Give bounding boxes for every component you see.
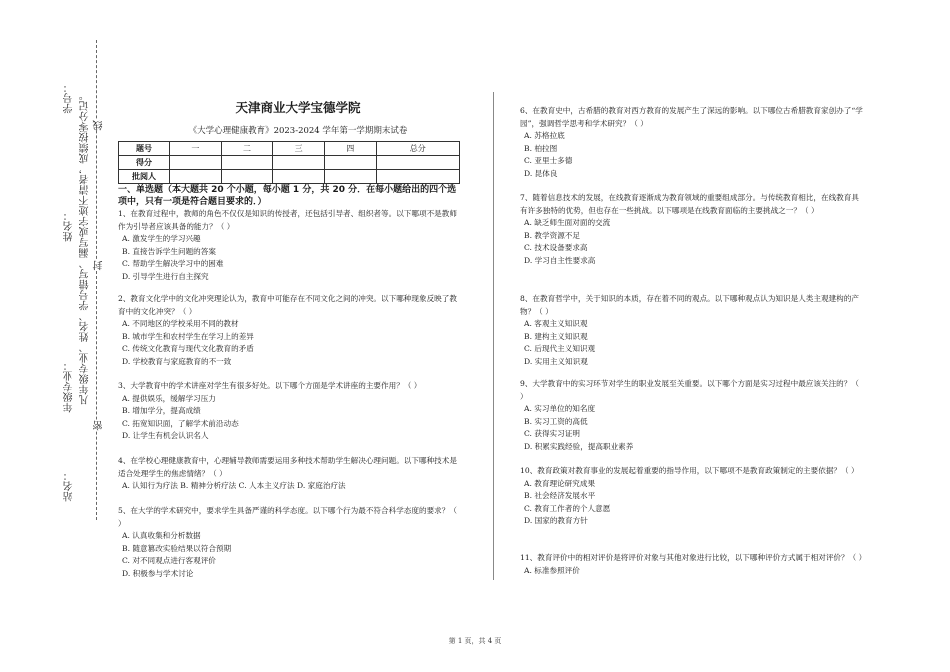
question-stem: 11、教育评价中的相对评价是将评价对象与其他对象进行比较，以下哪种评价方式属于相对评价？（ ） <box>520 553 867 562</box>
major-label: 年级专业： <box>64 360 75 413</box>
option[interactable]: C. 获得实习证明 <box>524 429 580 438</box>
binding-margin <box>0 0 118 672</box>
option[interactable]: D. 学校教育与家庭教育的不一致 <box>122 356 232 366</box>
page-title: 天津商业大学宝德学院 <box>235 100 361 115</box>
option[interactable]: C. 技术设备要求高 <box>524 243 588 252</box>
question-10 <box>520 465 865 528</box>
option[interactable]: B. 城市学生和农村学生在学习上的差异 <box>122 331 254 341</box>
option[interactable]: C. 亚里士多德 <box>524 156 573 165</box>
binding-mark-line: 线 <box>94 120 105 131</box>
option[interactable]: A. 认知行为疗法 B. 精神分析疗法 C. 人本主义疗法 D. 家庭治疗法 <box>122 481 346 490</box>
option[interactable]: D. 学习自主性要求高 <box>524 255 596 265</box>
score-cell[interactable] <box>324 156 376 170</box>
option[interactable]: B. 增加学分，提高成绩 <box>122 406 201 415</box>
section-heading: 一、单选题（本大题共 20 个小题，每小题 1 分，共 20 分．在每小题给出的四个选项中，只有一项是符合题目要求的．） <box>118 185 457 207</box>
option[interactable]: A. 标准参照评价 <box>524 565 580 575</box>
score-row-label: 得分 <box>119 156 170 170</box>
option[interactable]: C. 后现代主义知识观 <box>524 344 596 353</box>
binding-notice: 凡年级专业、姓名、学号错写、漏写或字迹不清者，成绩按零分记。 <box>80 90 91 405</box>
score-table-header-row <box>119 142 460 156</box>
score-header-cell: 总分 <box>376 142 459 156</box>
question-6 <box>520 105 865 180</box>
name-label: 姓名： <box>64 210 75 242</box>
binding-mark-secret: 密 <box>94 420 105 431</box>
option[interactable]: A. 客观主义知识观 <box>524 319 588 328</box>
option[interactable]: C. 教育工作者的个人意愿 <box>524 503 611 513</box>
option[interactable]: A. 实习单位的知名度 <box>524 404 596 413</box>
option[interactable]: A. 苏格拉底 <box>524 131 565 140</box>
question-5 <box>118 505 463 580</box>
question-stem: 3、大学教育中的学术讲座对学生有很多好处。以下哪个方面是学术讲座的主要作用？（ ） <box>118 381 422 390</box>
question-stem: 1、在教育过程中，教师的角色不仅仅是知识的传授者，还包括引导者、组织者等。以下哪项不是教师作为引导者应该具备的能力？（ ） <box>118 209 457 231</box>
question-stem: 2、教育文化学中的文化冲突理论认为，教育中可能存在不同文化之间的冲突。以下哪种现象反映了教育中的文化冲突？（ ） <box>118 294 457 316</box>
question-stem: 7、随着信息技术的发展，在线教育逐渐成为教育领域的重要组成部分。与传统教育相比，在线教育具有许多独特的优势，但也存在一些挑战。以下哪项是在线教育面临的主要挑战之一？（ ） <box>520 193 859 215</box>
score-cell[interactable] <box>170 156 222 170</box>
option[interactable]: C. 拓宽知识面，了解学术前沿动态 <box>122 418 239 428</box>
option[interactable]: A. 激发学生的学习兴趣 <box>122 234 201 243</box>
score-table <box>118 141 460 184</box>
page-number: 第 1 页，共 4 页 <box>448 637 502 645</box>
score-cell[interactable] <box>376 156 459 170</box>
option[interactable]: A. 认真收集和分析数据 <box>122 531 201 540</box>
option[interactable]: B. 教学资源不足 <box>524 230 580 240</box>
question-11 <box>520 552 865 577</box>
reviewer-cell[interactable] <box>221 170 273 184</box>
option[interactable]: C. 传统文化教育与现代文化教育的矛盾 <box>122 344 254 353</box>
option[interactable]: D. 引导学生进行自主探究 <box>122 271 209 281</box>
question-7 <box>520 192 865 267</box>
question-3 <box>118 380 463 443</box>
student-id-label: 学号： <box>64 82 75 114</box>
binding-line <box>96 40 97 520</box>
score-header-cell: 题号 <box>119 142 170 156</box>
option[interactable]: B. 社会经济发展水平 <box>524 491 596 500</box>
reviewer-cell[interactable] <box>170 170 222 184</box>
option[interactable]: B. 建构主义知识观 <box>524 331 588 341</box>
exam-subtitle: 《大学心理健康教育》2023-2024 学年第一学期期末试卷 <box>188 126 408 136</box>
option[interactable]: B. 随意篡改实验结果以符合预期 <box>122 543 232 553</box>
option[interactable]: A. 提供娱乐，缓解学习压力 <box>122 393 216 403</box>
option[interactable]: C. 对不同观点进行客观评价 <box>122 556 216 565</box>
question-stem: 9、大学教育中的实习环节对学生的职业发展至关重要。以下哪个方面是实习过程中最应该关注的？（ ） <box>520 379 859 401</box>
question-stem: 5、在大学的学术研究中，要求学生具备严谨的科学态度。以下哪个行为最不符合科学态度的要求？（ ） <box>118 506 457 528</box>
option[interactable]: D. 让学生有机会认识名人 <box>122 431 209 440</box>
score-header-cell: 二 <box>221 142 273 156</box>
reviewer-row <box>119 170 460 184</box>
option[interactable]: D. 昆体良 <box>524 168 558 178</box>
question-4 <box>118 455 463 493</box>
score-header-cell: 四 <box>324 142 376 156</box>
school-label: 站名： <box>64 470 75 502</box>
question-stem: 10、教育政策对教育事业的发展起着重要的指导作用，以下哪项不是教育政策制定的主要依据？（ ） <box>520 466 859 475</box>
column-divider <box>493 92 494 580</box>
question-1 <box>118 208 463 283</box>
option[interactable]: D. 积极参与学术讨论 <box>122 568 194 578</box>
reviewer-cell[interactable] <box>376 170 459 184</box>
reviewer-cell[interactable] <box>324 170 376 184</box>
question-2 <box>118 293 463 368</box>
option[interactable]: A. 缺乏师生面对面的交流 <box>524 218 611 227</box>
binding-mark-seal: 封 <box>94 260 105 271</box>
question-9 <box>520 378 865 453</box>
option[interactable]: A. 不同地区的学校采用不同的教材 <box>122 319 239 328</box>
question-8 <box>520 293 865 368</box>
score-row <box>119 156 460 170</box>
reviewer-row-label: 批阅人 <box>119 170 170 184</box>
score-cell[interactable] <box>221 156 273 170</box>
option[interactable]: D. 实用主义知识观 <box>524 356 588 366</box>
option[interactable]: B. 实习工资的高低 <box>524 416 588 426</box>
option[interactable]: C. 帮助学生解决学习中的困难 <box>122 259 224 268</box>
option[interactable]: A. 教育理论研究成果 <box>524 478 596 488</box>
score-cell[interactable] <box>273 156 325 170</box>
score-header-cell: 一 <box>170 142 222 156</box>
question-stem: 6、在教育史中，古希腊的教育对西方教育的发展产生了深远的影响。以下哪位古希腊教育家创办了“学园”，强调哲学思考和学术研究？（ ） <box>520 106 863 128</box>
option[interactable]: D. 国家的教育方针 <box>524 516 588 525</box>
question-stem: 4、在学校心理健康教育中，心理辅导教师需要运用多种技术帮助学生解决心理问题。以下哪种技术是适合处理学生的焦虑情绪？（ ） <box>118 456 457 478</box>
option[interactable]: D. 积累实践经验，提高职业素养 <box>524 441 634 451</box>
question-stem: 8、在教育哲学中，关于知识的本质，存在着不同的观点。以下哪种观点认为知识是人类主观建构的产物？（ ） <box>520 294 859 316</box>
option[interactable]: B. 直接告诉学生问题的答案 <box>122 246 216 256</box>
option[interactable]: B. 柏拉图 <box>524 143 558 153</box>
score-header-cell: 三 <box>273 142 325 156</box>
reviewer-cell[interactable] <box>273 170 325 184</box>
